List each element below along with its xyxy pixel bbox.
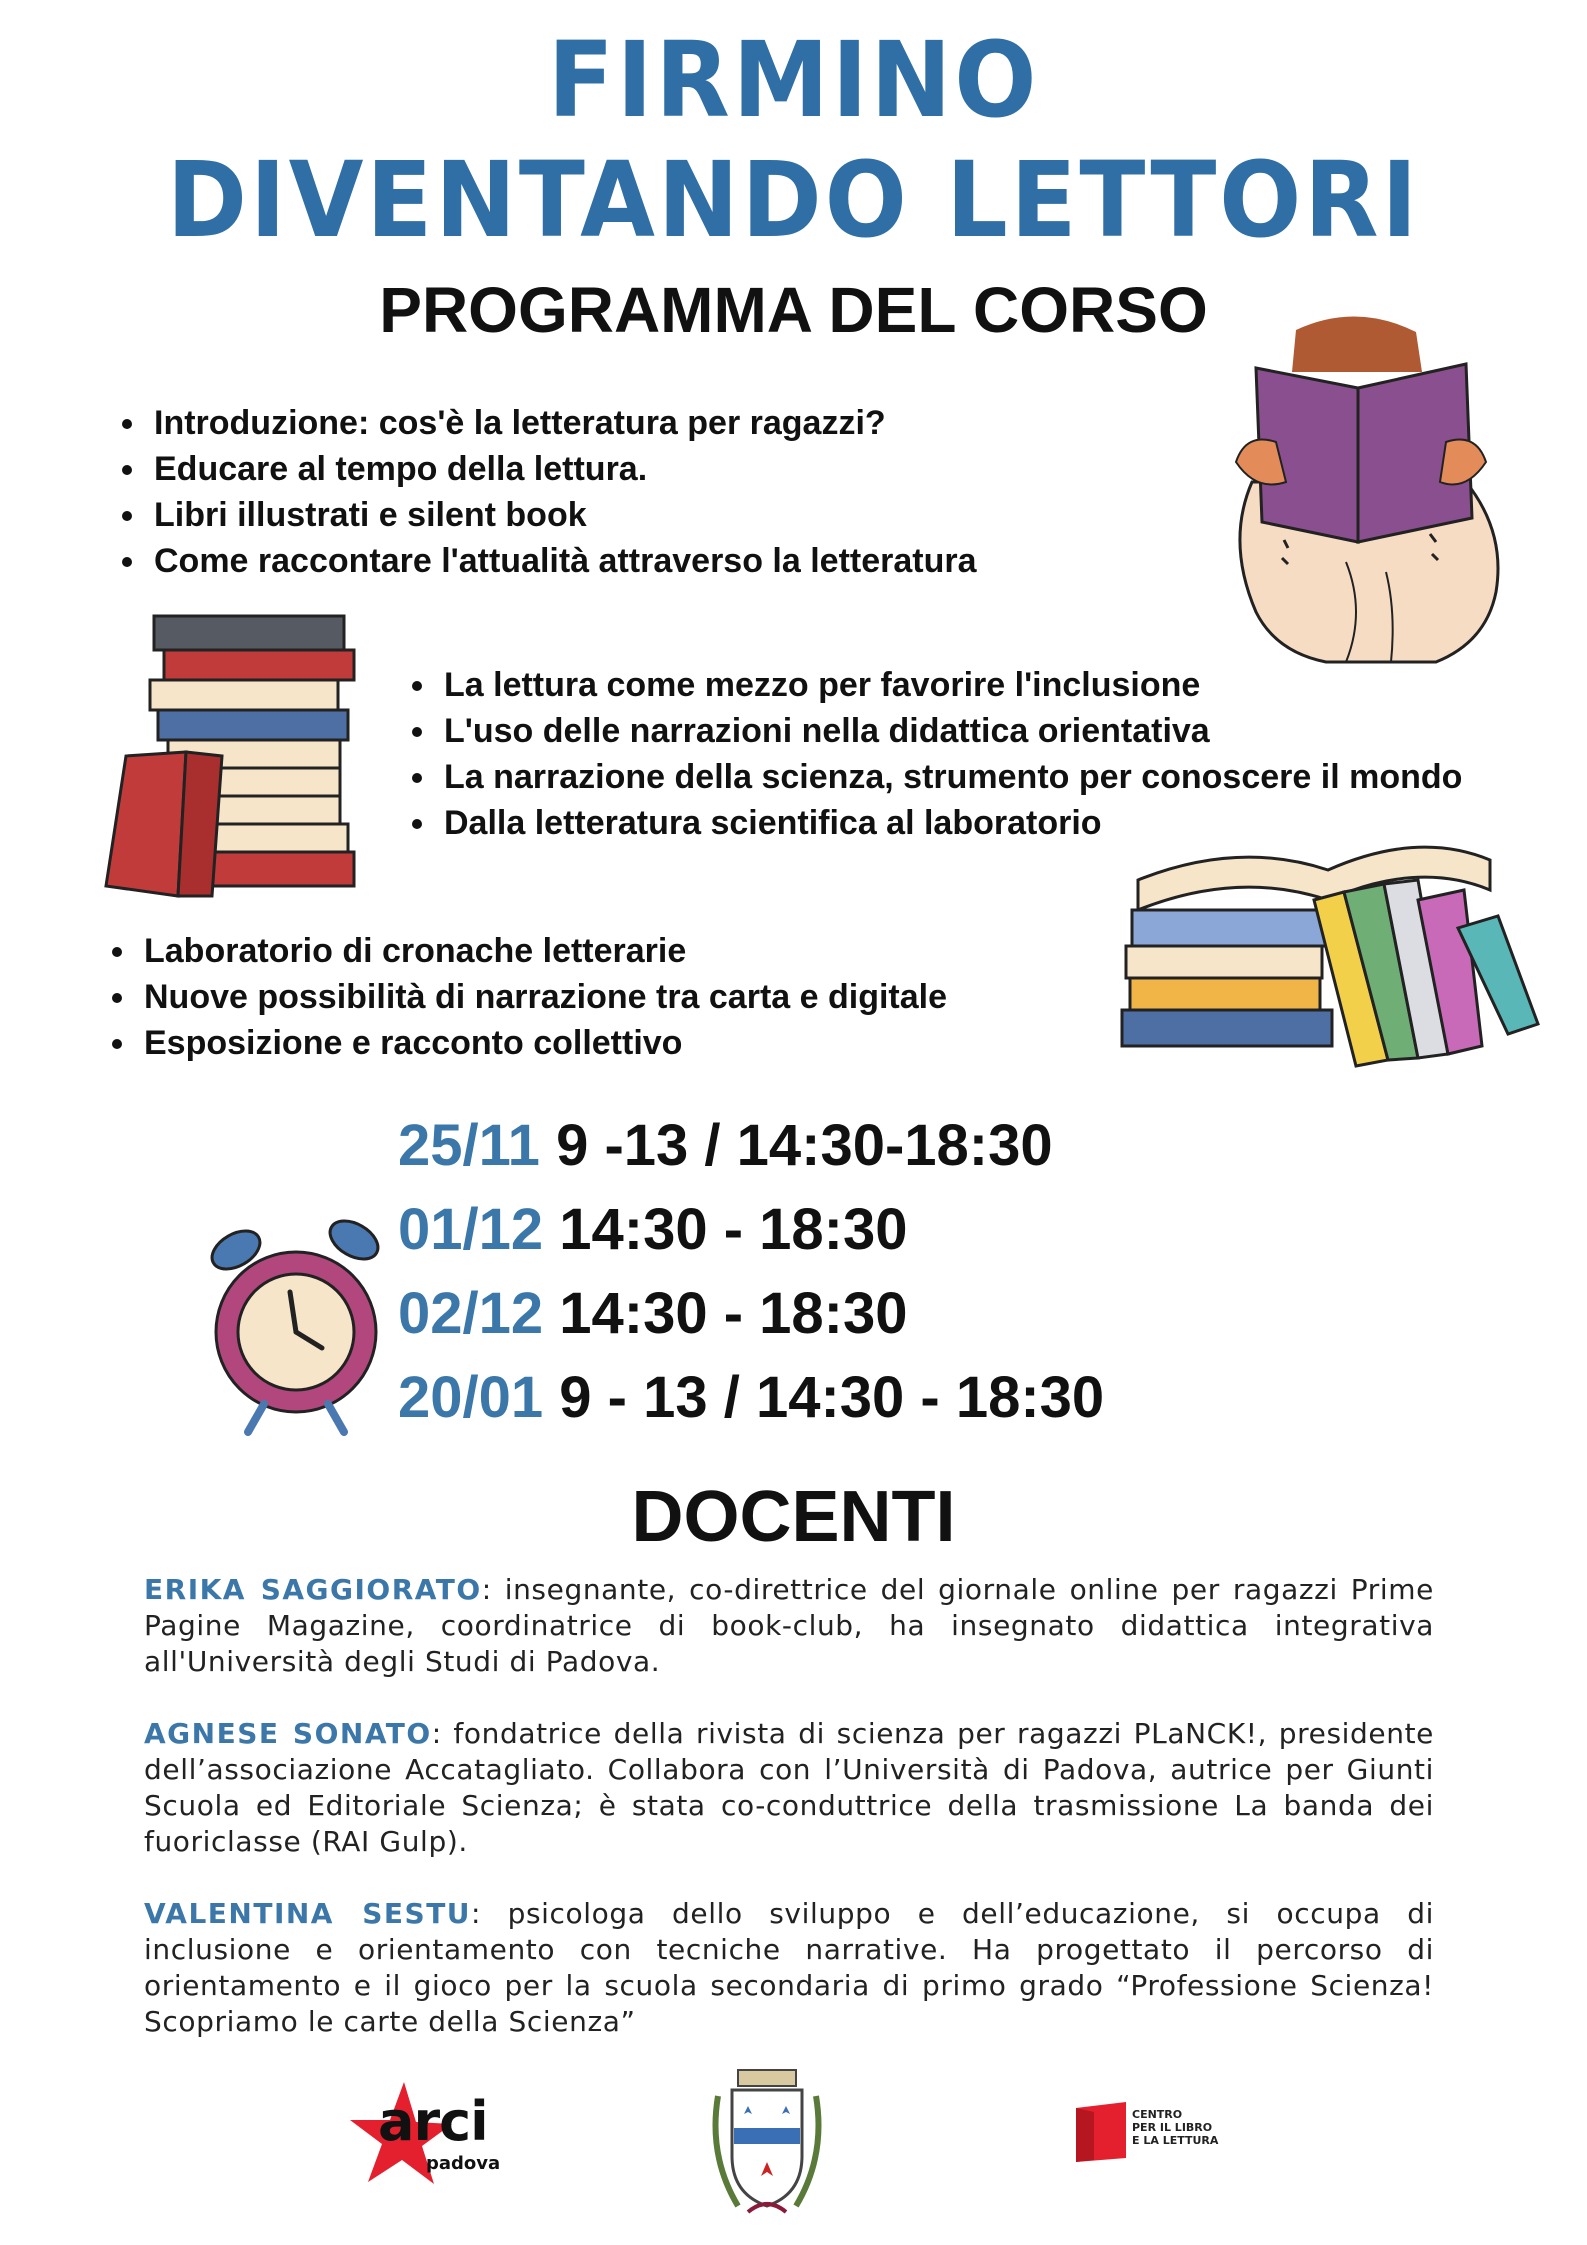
schedule-time: 14:30 - 18:30: [559, 1281, 908, 1346]
teacher-description: : psicologa dello sviluppo e dell’educazione, si occupa di inclusione e orientamento con tecniche narrative. Ha progettato il percorso di orientamento e il gioco per la scuola secondaria di primo grado “Professione Scienza! Scopriamo le carte della Scienza”: [144, 1897, 1434, 2038]
topic-item: L'uso delle narrazioni nella didattica orientativa: [408, 708, 1462, 754]
teacher-bio: [144, 1572, 1434, 1680]
schedule-row: [398, 1104, 1104, 1188]
teacher-name: AGNESE SONATO: [144, 1717, 432, 1750]
book-stack-illustration: [102, 606, 382, 906]
topics-block-2: [408, 662, 1462, 846]
topic-item: Introduzione: cos'è la letteratura per ragazzi?: [118, 400, 977, 446]
topic-item: Dalla letteratura scientifica al laboratorio: [408, 800, 1462, 846]
cepell-line-1: CENTRO: [1132, 2108, 1183, 2121]
topic-item: La narrazione della scienza, strumento per conoscere il mondo: [408, 754, 1462, 800]
schedule-row: [398, 1188, 1104, 1272]
topics-block-3: [108, 928, 947, 1066]
cepell-line-3: E LA LETTURA: [1132, 2134, 1219, 2147]
schedule-date: 25/11: [398, 1113, 540, 1178]
cepell-line-2: PER IL LIBRO: [1132, 2121, 1213, 2134]
schedule-time: 9 - 13 / 14:30 - 18:30: [559, 1365, 1105, 1430]
topic-item: Laboratorio di cronache letterarie: [108, 928, 947, 974]
reading-person-illustration: [1196, 312, 1526, 664]
alarm-clock-icon: [204, 1210, 400, 1436]
topic-item: Come raccontare l'attualità attraverso la letteratura: [118, 538, 977, 584]
topics-block-1: [118, 400, 977, 584]
schedule: [398, 1104, 1104, 1440]
open-books-illustration: [1118, 820, 1542, 1070]
schedule-date: 02/12: [398, 1281, 544, 1346]
schedule-date: 20/01: [398, 1365, 544, 1430]
schedule-time: 14:30 - 18:30: [559, 1197, 908, 1262]
topic-item: La lettura come mezzo per favorire l'inclusione: [408, 662, 1462, 708]
topic-item: Esposizione e racconto collettivo: [108, 1020, 947, 1066]
topic-item: Educare al tempo della lettura.: [118, 446, 977, 492]
municipal-crest: [698, 2066, 836, 2224]
teacher-bio: [144, 1896, 1434, 2040]
arci-wordmark: arci: [378, 2090, 488, 2153]
teacher-bio: [144, 1716, 1434, 1860]
title-line-1: FIRMINO: [547, 19, 1040, 141]
program-subtitle: PROGRAMMA DEL CORSO: [379, 274, 1208, 346]
teacher-name: ERIKA SAGGIORATO: [144, 1573, 482, 1606]
schedule-row: [398, 1356, 1104, 1440]
teacher-description: : insegnante, co-direttrice del giornale online per ragazzi Prime Pagine Magazine, coordinatrice di book-club, ha insegnato didattica integrativa all'Università degli Studi di Padova.: [144, 1573, 1434, 1678]
schedule-date: 01/12: [398, 1197, 544, 1262]
topic-item: Libri illustrati e silent book: [118, 492, 977, 538]
teacher-name: VALENTINA SESTU: [144, 1897, 472, 1930]
cepell-logo: [1072, 2100, 1252, 2170]
arci-logo: [344, 2078, 504, 2188]
teacher-description: : fondatrice della rivista di scienza per ragazzi PLaNCK!, presidente dell’associazione Accatagliato. Collabora con l’Università di Padova, autrice per Giunti Scuola ed Editoriale Scienza; è stata co-conduttrice della trasmissione La banda dei fuoriclasse (RAI Gulp).: [144, 1717, 1434, 1858]
book-mark-icon: [1072, 2100, 1132, 2164]
docenti-heading: DOCENTI: [631, 1477, 956, 1557]
topic-item: Nuove possibilità di narrazione tra carta e digitale: [108, 974, 947, 1020]
arci-city: padova: [426, 2153, 501, 2174]
title-line-2: DIVENTANDO LETTORI: [166, 139, 1421, 261]
schedule-time: 9 -13 / 14:30-18:30: [556, 1113, 1053, 1178]
schedule-row: [398, 1272, 1104, 1356]
